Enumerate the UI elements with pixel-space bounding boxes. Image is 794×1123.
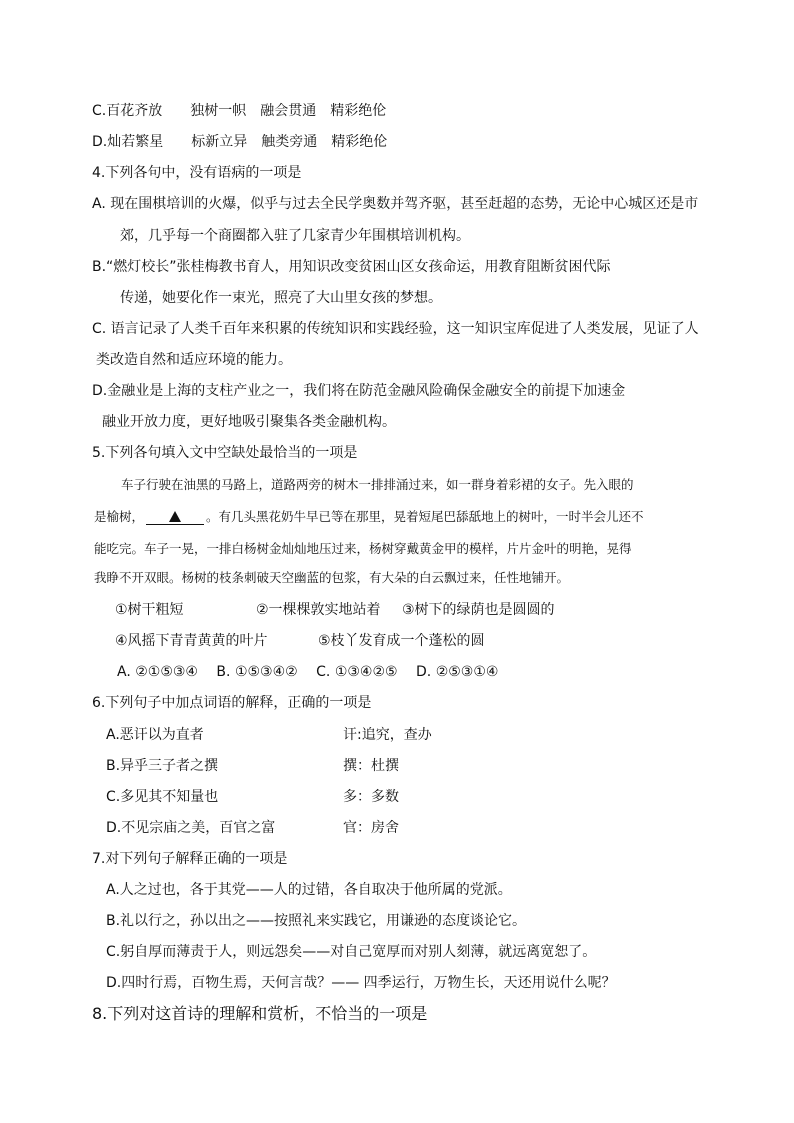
- q4-option-d-line1: D.金融业是上海的支柱产业之一，我们将在防范金融风险确保金融安全的前提下加速金: [92, 383, 626, 399]
- q4-option-c-line1: C. 语言记录了人类千百年来积累的传统知识和实践经验，这一知识宝库促进了人类发展，见证了人: [92, 321, 699, 337]
- q4-option-b-line1: B.“燃灯校长”张桂梅教书育人，用知识改变贫困山区女孩命运，用教育阻断贫困代际: [92, 259, 611, 275]
- q7-option-d: D.四时行焉，百物生焉，天何言哉？—— 四季运行，万物生长，天还用说什么呢？: [106, 975, 616, 991]
- q7-option-b: B.礼以行之，孙以出之——按照礼来实践它，用谦逊的态度谈论它。: [106, 913, 527, 929]
- q7-option-c: C.躬自厚而薄责于人，则远怨矣——对自己宽厚而对别人刻薄，就远离宽恕了。: [106, 944, 597, 960]
- q5-choices: A. ②①⑤③④ B. ①⑤③④② C. ①③④②⑤ D. ②⑤③①④: [117, 664, 499, 680]
- q5-passage-line2-end: 。有几头黑花奶牛早已等在那里，晃着短尾巴舔舐地上的树叶，一时半会儿还不: [206, 509, 644, 524]
- q5-sentence-1: ①树干粗短: [115, 602, 184, 618]
- q6-stem: 6.下列句子中加点词语的解释，正确的一项是: [92, 695, 372, 711]
- q6-option-d-explanation: 官：房舍: [343, 820, 399, 836]
- q5-sentence-2: ②一棵棵敦实地站着: [256, 602, 381, 618]
- q5-stem: 5.下列各句填入文中空缺处最恰当的一项是: [92, 445, 358, 461]
- q6-option-a-sentence: A.恶讦以为直者: [106, 727, 204, 743]
- q5-sentence-5: ⑤枝丫发育成一个蓬松的圆: [318, 633, 485, 649]
- q5-passage-line3: 能吃完。车子一晃，一排白杨树金灿灿地压过来，杨树穿戴黄金甲的模样，片片金叶的明艳，晃得: [94, 541, 632, 556]
- q4-option-c-line2: 类改造自然和适应环境的能力。: [96, 352, 292, 368]
- q5-passage-line1: 车子行驶在油黑的马路上，道路两旁的树木一排排涌过来，如一群身着彩裙的女子。先入眼的: [121, 477, 634, 492]
- q4-option-d-line2: 融业开放力度，更好地吸引聚集各类金融机构。: [102, 414, 396, 430]
- q4-option-a-line2: 郊，几乎每一个商圈都入驻了几家青少年围棋培训机构。: [120, 228, 470, 244]
- q3-option-d: D.灿若繁星 标新立异 触类旁通 精彩绝伦: [92, 134, 388, 150]
- q7-option-a: A.人之过也，各于其党——人的过错，各自取决于他所属的党派。: [106, 882, 512, 898]
- q7-stem: 7.对下列句子解释正确的一项是: [92, 851, 288, 867]
- q8-stem: 8.下列对这首诗的理解和赏析，不恰当的一项是: [92, 1004, 428, 1023]
- answer-blank: [146, 510, 204, 525]
- q6-option-d-sentence: D.不见宗庙之美，百官之富: [106, 820, 276, 836]
- q5-passage-line2: [94, 508, 644, 526]
- q4-option-b-line2: 传递，她要化作一束光，照亮了大山里女孩的梦想。: [120, 290, 442, 306]
- q4-option-a-line1: A. 现在围棋培训的火爆，似乎与过去全民学奥数并驾齐驱，甚至赶超的态势，无论中心城区还是市: [92, 196, 699, 212]
- triangle-icon: [169, 511, 181, 522]
- q6-option-c-explanation: 多：多数: [343, 789, 399, 805]
- q5-sentence-4: ④风摇下青青黄黄的叶片: [115, 633, 268, 649]
- q3-option-c: C.百花齐放 独树一帜 融会贯通 精彩绝伦: [92, 103, 387, 119]
- q5-passage-line2-start: 是榆树，: [94, 509, 145, 524]
- q6-option-a-explanation: 讦:追究，查办: [343, 727, 432, 743]
- q5-passage-line4: 我睁不开双眼。杨树的枝条刺破天空幽蓝的包浆，有大朵的白云飘过来，任性地铺开。: [94, 570, 570, 585]
- q4-stem: 4.下列各句中，没有语病的一项是: [92, 165, 302, 181]
- q5-sentence-3: ③树下的绿荫也是圆圆的: [402, 602, 555, 618]
- q6-option-c-sentence: C.多见其不知量也: [106, 789, 219, 805]
- q6-option-b-explanation: 撰：杜撰: [343, 758, 399, 774]
- q6-option-b-sentence: B.异乎三子者之撰: [106, 758, 219, 774]
